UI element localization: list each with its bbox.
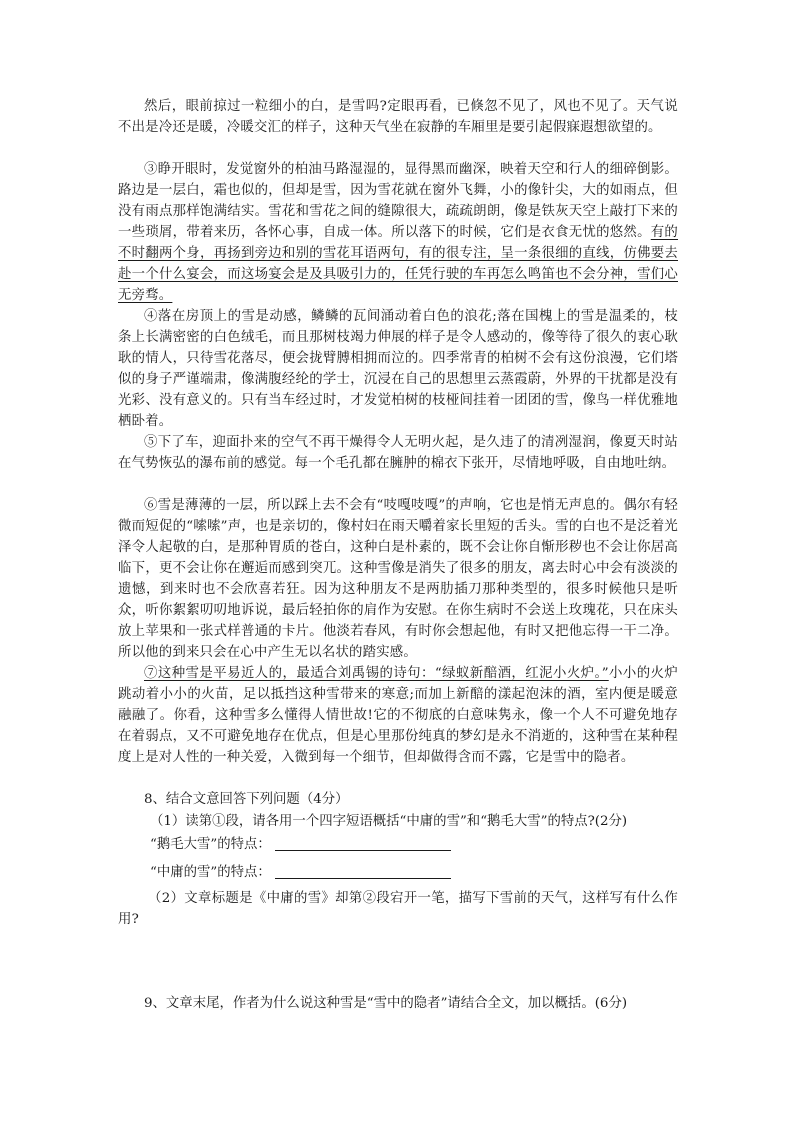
paragraph-6: ⑥雪是薄薄的一层，所以踩上去不会有“吱嘎吱嘎”的声响，它也是悄无声息的。偶尔有轻微而短促的“嗦嗦”声，也是亲切的，像村妇在雨天嚼着家长里短的舌头。雪的白也不是泛着光泽令人起敬的白，是那种胃质的苍白，这种白是朴素的，既不会让你自惭形秽也不会让你居高临下，更不会让你在邂逅而感到突兀。这种雪像是消失了很多的朋友，离去时心中会有淡淡的遗憾，到来时也不会欣喜若狂。因为这种朋友不是两肋插刀那种类型的，很多时候他只是听众，听你絮絮叨叨地诉说，最后轻拍你的肩作为安慰。在你生病时不会送上玫瑰花，只在床头放上苹果和一张式样普通的卡片。他淡若春风，有时你会想起他，有时又把他忘得一干二净。所以他的到来只会在心中产生无以名状的踏实感。: [118, 498, 678, 660]
answer-line-moderate-snow: [150, 862, 451, 883]
moderate-snow-label: “中庸的雪”的特点：: [150, 865, 271, 880]
paragraph-3-underlined: 有的不时翻两个身，再扬到旁边和别的雪花耳语两句，有的很专注，呈一条很细的直线，仿佛要去赴一个什么宴会，而这场宴会是及具吸引力的，任凭行驶的车再怎么鸣笛也不会分神，雪们心无旁骛。: [118, 225, 679, 303]
paragraph-7-underlined: ⑦这种雪是平易近人的，最适合刘禹锡的诗句：“绿蚁新醅酒，红泥小火炉。”: [144, 666, 609, 681]
paragraph-5: ⑤下了车，迎面扑来的空气不再干燥得令人无明火起，是久违了的清冽湿润，像夏天时站在气势恢弘的瀑布前的感觉。每一个毛孔都在臃肿的棉衣下张开，尽情地呼吸，自由地吐纳。: [118, 435, 678, 471]
question-8-title: 8、结合文意回答下列问题（4分）: [144, 792, 349, 807]
question-8-1: （1）读第①段，请各用一个四字短语概括“中庸的雪”和“鹅毛大雪”的特点?(2分): [150, 814, 628, 829]
paragraph-7-text: 小小的火炉跳动着小小的火苗，足以抵挡这种雪带来的寒意;而加上新醅的漾起泡沫的酒，室内便是暖意融融了。你看，这种雪多么懂得人情世故!它的不彻底的白意味隽永，像一个人不可避免地存在着弱点，又不可避免地存在优点，但是心里那份纯真的梦幻是永不消逝的，这种雪在某种程度上是对人性的一种关爱，入微到每一个细节，但却做得含而不露，它是雪中的隐者。: [118, 666, 678, 765]
paragraph-3-text: ③睁开眼时，发觉窗外的柏油马路湿湿的，显得黑而幽深，映着天空和行人的细碎倒影。路边是一层白，霜也似的，但却是雪，因为雪花就在窗外飞舞，小的像针尖，大的如雨点，但没有雨点那样饱满结实。雪花和雪花之间的缝隙很大，疏疏朗朗，像是铁灰天空上敲打下来的一些琐屑，带着来历，各怀心事，自成一体。所以落下的时候，它们是衣食无忧的悠然。: [118, 162, 678, 240]
paragraph-7: [118, 663, 678, 768]
question-8-2: （2）文章标题是《中庸的雪》却第②段宕开一笔，描写下雪前的天气，这样写有什么作用?: [118, 891, 678, 927]
question-9: 9、文章末尾，作者为什么说这种雪是“雪中的隐者”请结合全文，加以概括。(6分): [144, 996, 628, 1011]
paragraph-4: ④落在房顶上的雪是动感，鳞鳞的瓦间涌动着白色的浪花;落在国槐上的雪是温柔的，枝条上长满密密的白色绒毛，而且那树枝竭力伸展的样子是令人感动的，像等待了很久的衷心耿耿的情人，只待雪花落尽，便会拢臂膊相拥而泣的。四季常青的柏树不会有这份浪漫，它们塔似的身子严谨端肃，像满腹经纶的学士，沉浸在自己的思想里云蒸霞蔚，外界的干扰都是没有光彩、没有意义的。只有当车经过时，才发觉柏树的枝桠间挂着一团团的雪，像鸟一样优雅地栖卧着。: [118, 309, 678, 429]
paragraph-3: [118, 159, 678, 306]
answer-line-goose-snow: [150, 834, 451, 855]
moderate-snow-answer-blank[interactable]: [275, 864, 451, 879]
paragraph-2-end: 然后，眼前掠过一粒细小的白，是雪吗?定眼再看，已倏忽不见了，风也不见了。天气说不出是冷还是暖，冷暖交汇的样子，这种天气坐在寂静的车厢里是要引起假寐遐想欲望的。: [118, 99, 678, 135]
goose-snow-label: “鹅毛大雪”的特点：: [150, 837, 271, 852]
goose-snow-answer-blank[interactable]: [275, 836, 451, 851]
